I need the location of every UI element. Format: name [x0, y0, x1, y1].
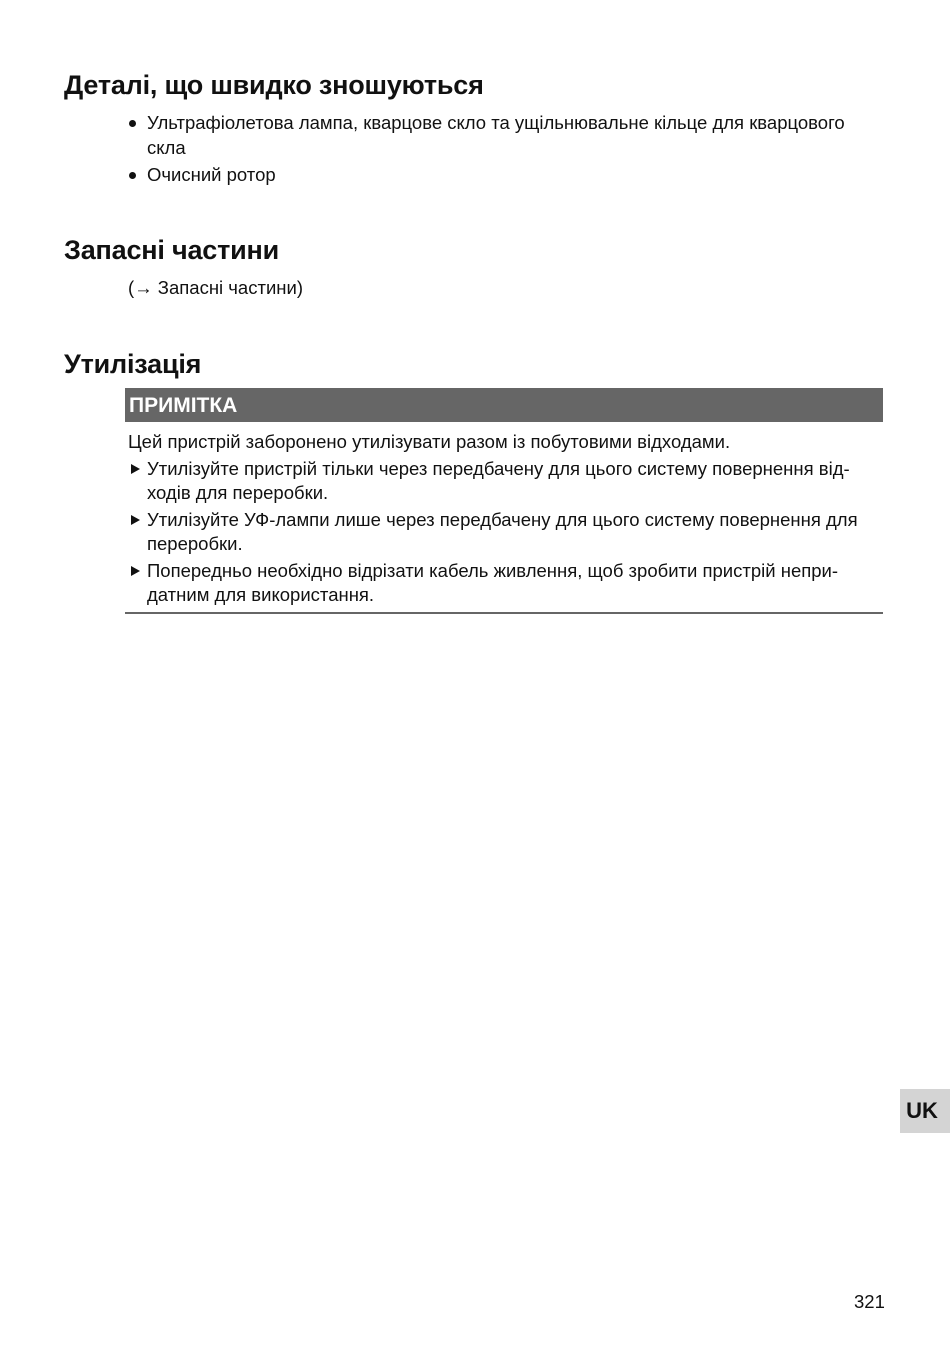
note-intro: Цей пристрій заборонено утилізувати разом із побутовими відходами. [128, 431, 731, 452]
bullet-icon [129, 172, 136, 179]
language-tab-label: UK [906, 1098, 938, 1123]
list-item-text: Попередньо необхідно відрізати кабель живлення, щоб зробити пристрій непри-датним для використання. [147, 559, 839, 605]
reference-text: Запасні частини) [152, 277, 303, 298]
list-item [128, 508, 880, 557]
language-tab [900, 1089, 950, 1133]
list-item [128, 111, 868, 160]
list-item [128, 457, 880, 506]
triangle-bullet-icon [131, 566, 140, 576]
list-item [128, 163, 868, 188]
wear-parts-list [128, 111, 868, 191]
list-item [128, 559, 880, 608]
disposal-heading: Утилізація [64, 349, 202, 379]
note-header-bar [125, 388, 883, 422]
reference-open-paren: ( [128, 277, 135, 298]
right-arrow-icon: → [134, 277, 153, 298]
spare-parts-reference[interactable] [128, 276, 303, 300]
wear-parts-heading: Деталі, що швидко зношуються [64, 70, 484, 100]
list-item-text: Утилізуйте УФ-лампи лише через передбачену для цього систему повернення для переробки. [147, 508, 858, 554]
list-item-text: Утилізуйте пристрій тільки через передбачену для цього систему повернення від-ходів для переробки. [147, 457, 850, 503]
list-item-text: Очисний ротор [147, 164, 276, 185]
spare-parts-heading: Запасні частини [64, 235, 280, 265]
note-list [128, 457, 880, 608]
triangle-bullet-icon [131, 464, 140, 474]
note-body [128, 430, 880, 610]
bullet-icon [129, 120, 136, 127]
page-number: 321 [854, 1291, 885, 1312]
triangle-bullet-icon [131, 515, 140, 525]
note-title: ПРИМІТКА [129, 394, 238, 417]
list-item-text: Ультрафіолетова лампа, кварцове скло та ущільнювальне кільце для кварцового скла [147, 112, 845, 158]
note-bottom-rule [125, 612, 883, 614]
